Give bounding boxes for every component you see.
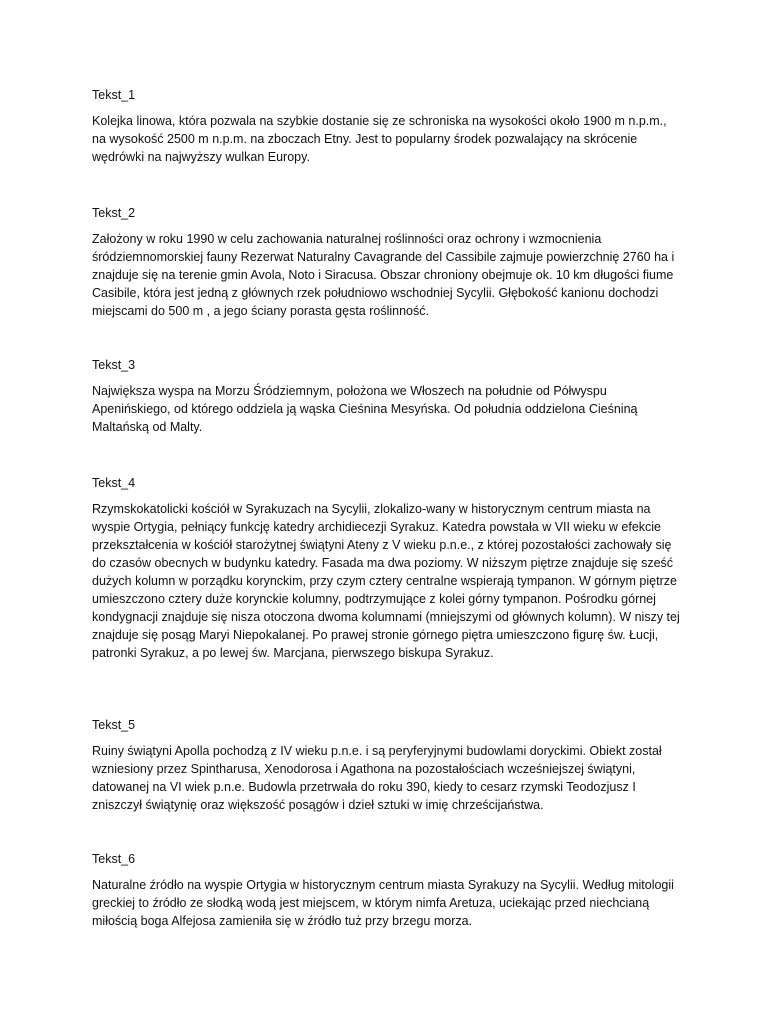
section-tekst-2 <box>92 204 682 320</box>
section-body: Największa wyspa na Morzu Śródziemnym, położona we Włoszech na południe od Półwyspu Apenińskiego, od którego oddziela ją wąska Cieśnina Mesyńska. Od południa oddzielona Cieśniną Maltańską od Malty. <box>92 384 638 434</box>
section-body: Założony w roku 1990 w celu zachowania naturalnej roślinności oraz ochrony i wzmocnienia śródziemnomorskiej fauny Rezerwat Naturalny Cavagrande del Cassibile zajmuje powierzchnię 2760 ha i znajduje się na terenie gmin Avola, Noto i Siracusa. Obszar chroniony obejmuje ok. 10 km długości fiume Casibile, która jest jedną z głównych rzek południowo wschodniej Sycylii. Głębokość kanionu dochodzi miejscami do 500 m , a jego ściany porasta gęsta roślinność. <box>92 232 675 318</box>
section-title: Tekst_3 <box>92 358 136 372</box>
section-body: Naturalne źródło na wyspie Ortygia w historycznym centrum miasta Syrakuzy na Sycylii. Według mitologii greckiej to źródło ze słodką wodą jest miejscem, w którym nimfa Aretuza, uciekając przed niechcianą miłością boga Alfejosa zamieniła się w źródło tuż przy brzegu morza. <box>92 878 674 928</box>
section-title: Tekst_5 <box>92 718 136 732</box>
section-tekst-5 <box>92 716 682 814</box>
section-body: Kolejka linowa, która pozwala na szybkie dostanie się ze schroniska na wysokości około 1900 m n.p.m., na wysokość 2500 m n.p.m. na zboczach Etny. Jest to popularny środek pozwalający na skrócenie wędrówki na najwyższy wulkan Europy. <box>92 114 667 164</box>
section-tekst-1 <box>92 86 682 166</box>
section-title: Tekst_2 <box>92 206 136 220</box>
section-tekst-3 <box>92 356 682 436</box>
section-title: Tekst_1 <box>92 88 136 102</box>
section-title: Tekst_4 <box>92 476 136 490</box>
section-tekst-6 <box>92 850 682 930</box>
section-body: Rzymskokatolicki kościół w Syrakuzach na Sycylii, zlokalizo-wany w historycznym centrum miasta na wyspie Ortygia, pełniący funkcję katedry archidiecezji Syrakuz. Katedra powstała w VII wieku w efekcie przekształcenia w kościół starożytnej świątyni Ateny z V wieku p.n.e., z której pozostałości zachowały się do czasów obecnych w budynku katedry. Fasada ma dwa poziomy. W niższym piętrze znajduje się sześć dużych kolumn w porządku korynckim, przy czym cztery centralne wspierają tympanon. W górnym piętrze umieszczono cztery duże korynckie kolumny, podtrzymujące z kolei górny tympanon. Pośrodku górnej kondygnacji znajduje się nisza otoczona dwoma kolumnami (mniejszymi od głównych kolumn). W niszy tej znajduje się posąg Maryi Niepokalanej. Po prawej stronie górnego piętra umieszczono figurę św. Łucji, patronki Syrakuz, a po lewej św. Marcjana, pierwszego biskupa Syrakuz. <box>92 502 680 660</box>
section-title: Tekst_6 <box>92 852 136 866</box>
section-tekst-4 <box>92 474 682 662</box>
section-body: Ruiny świątyni Apolla pochodzą z IV wieku p.n.e. i są peryferyjnymi budowlami doryckimi. Obiekt został wzniesiony przez Spintharusa, Xenodorosa i Agathona na pozostałościach wcześniejszej świątyni, datowanej na VI wiek p.n.e. Budowla przetrwała do roku 390, kiedy to cesarz rzymski Teodozjusz I zniszczył świątynię oraz większość posągów i dzieł sztuki w imię chrześcijaństwa. <box>92 744 662 812</box>
